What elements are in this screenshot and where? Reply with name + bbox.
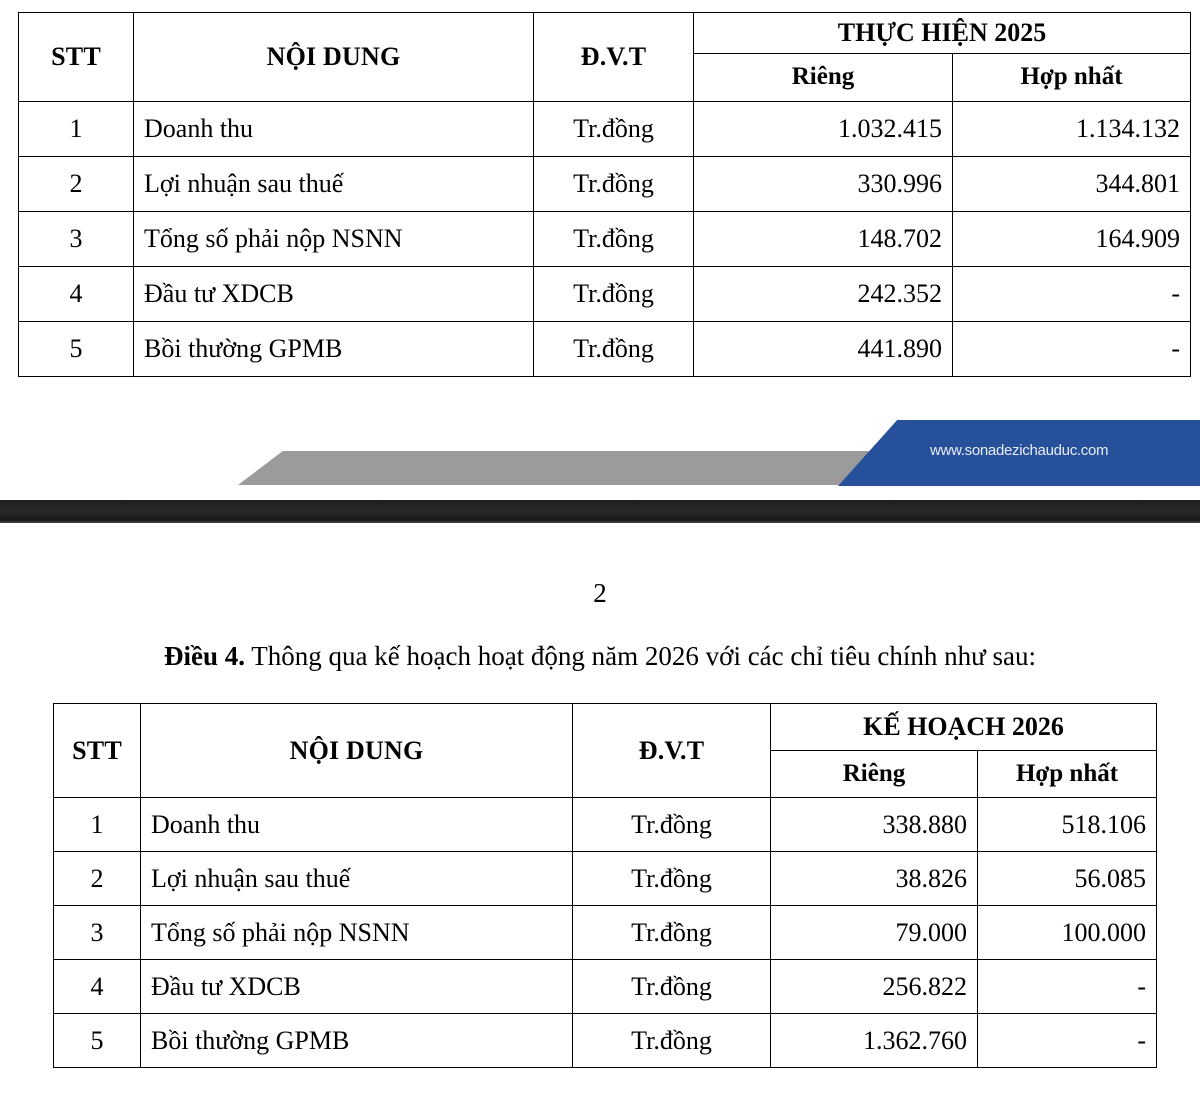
cell-rieng: 79.000 <box>771 906 978 960</box>
cell-noi-dung: Đầu tư XDCB <box>141 960 573 1014</box>
header-cell-group <box>771 704 1157 751</box>
header-cell-hop-nhat <box>953 54 1191 102</box>
cell-hop-nhat: 344.801 <box>953 157 1191 212</box>
table-row <box>54 906 1157 960</box>
cell-stt: 5 <box>54 1014 141 1068</box>
cell-dvt: Tr.đồng <box>534 267 694 322</box>
table-row <box>19 157 1191 212</box>
cell-rieng: 38.826 <box>771 852 978 906</box>
header-label-group: KẾ HOẠCH 2026 <box>863 712 1064 742</box>
header-label-stt: STT <box>51 42 101 72</box>
cell-stt: 4 <box>54 960 141 1014</box>
cell-noi-dung: Lợi nhuận sau thuế <box>141 852 573 906</box>
table-row <box>19 102 1191 157</box>
cell-rieng: 1.032.415 <box>694 102 953 157</box>
header-label-hop-nhat: Hợp nhất <box>1015 759 1119 787</box>
table-row <box>54 960 1157 1014</box>
table-row <box>19 322 1191 377</box>
header-label-group: THỰC HIỆN 2025 <box>837 18 1047 48</box>
cell-hop-nhat: 164.909 <box>953 212 1191 267</box>
header-cell-group <box>694 13 1191 54</box>
banner-gray-shape <box>238 451 878 485</box>
cell-rieng: 242.352 <box>694 267 953 322</box>
cell-stt: 4 <box>19 267 134 322</box>
cell-hop-nhat: 1.134.132 <box>953 102 1191 157</box>
header-label-rieng: Riêng <box>791 63 855 91</box>
cell-hop-nhat: - <box>953 322 1191 377</box>
cell-stt: 5 <box>19 322 134 377</box>
cell-dvt: Tr.đồng <box>573 960 771 1014</box>
cell-noi-dung: Doanh thu <box>141 798 573 852</box>
cell-dvt: Tr.đồng <box>573 1014 771 1068</box>
cell-dvt: Tr.đồng <box>534 322 694 377</box>
cell-rieng: 148.702 <box>694 212 953 267</box>
table-row <box>19 212 1191 267</box>
cell-rieng: 1.362.760 <box>771 1014 978 1068</box>
cell-rieng: 441.890 <box>694 322 953 377</box>
cell-noi-dung: Bồi thường GPMB <box>141 1014 573 1068</box>
header-label-stt: STT <box>72 735 122 765</box>
article-heading-rest: Thông qua kế hoạch hoạt động năm 2026 với các chỉ tiêu chính như sau: <box>245 641 1036 671</box>
header-cell-noi-dung <box>141 704 573 798</box>
cell-noi-dung: Lợi nhuận sau thuế <box>134 157 534 212</box>
cell-dvt: Tr.đồng <box>534 212 694 267</box>
table-thuc-hien-2025 <box>18 12 1191 377</box>
header-cell-dvt <box>534 13 694 102</box>
header-cell-noi-dung <box>134 13 534 102</box>
cell-stt: 3 <box>19 212 134 267</box>
table-header-row-top <box>54 704 1157 751</box>
table-row <box>54 798 1157 852</box>
cell-hop-nhat: 56.085 <box>978 852 1157 906</box>
header-label-dvt: Đ.V.T <box>580 42 647 72</box>
header-cell-rieng <box>771 751 978 798</box>
table-ke-hoach-2026 <box>53 703 1157 1068</box>
document-page-two <box>0 523 1200 1102</box>
cell-stt: 1 <box>54 798 141 852</box>
header-label-noi-dung: NỘI DUNG <box>266 42 401 72</box>
cell-rieng: 330.996 <box>694 157 953 212</box>
cell-hop-nhat: 100.000 <box>978 906 1157 960</box>
cell-stt: 2 <box>19 157 134 212</box>
header-cell-dvt <box>573 704 771 798</box>
page-separator-band <box>0 500 1200 523</box>
header-label-dvt: Đ.V.T <box>638 735 705 765</box>
cell-stt: 3 <box>54 906 141 960</box>
header-label-rieng: Riêng <box>842 759 906 787</box>
cell-hop-nhat: 518.106 <box>978 798 1157 852</box>
table-header-row-top <box>19 13 1191 54</box>
cell-noi-dung: Doanh thu <box>134 102 534 157</box>
page-number: 2 <box>593 578 607 608</box>
cell-stt: 1 <box>19 102 134 157</box>
table-row <box>54 852 1157 906</box>
cell-hop-nhat: - <box>978 960 1157 1014</box>
table-row <box>19 267 1191 322</box>
cell-noi-dung: Tổng số phải nộp NSNN <box>134 212 534 267</box>
table-row <box>54 1014 1157 1068</box>
cell-hop-nhat: - <box>978 1014 1157 1068</box>
header-label-hop-nhat: Hợp nhất <box>1020 63 1123 91</box>
cell-stt: 2 <box>54 852 141 906</box>
cell-hop-nhat: - <box>953 267 1191 322</box>
cell-dvt: Tr.đồng <box>573 798 771 852</box>
page-footer-banner <box>0 420 1200 500</box>
header-cell-hop-nhat <box>978 751 1157 798</box>
header-cell-rieng <box>694 54 953 102</box>
cell-rieng: 338.880 <box>771 798 978 852</box>
header-cell-stt <box>19 13 134 102</box>
cell-dvt: Tr.đồng <box>573 906 771 960</box>
cell-rieng: 256.822 <box>771 960 978 1014</box>
article-heading <box>0 641 1200 672</box>
cell-noi-dung: Đầu tư XDCB <box>134 267 534 322</box>
document-page-one <box>0 0 1200 500</box>
header-cell-stt <box>54 704 141 798</box>
article-heading-lead: Điều 4. <box>164 641 245 671</box>
cell-dvt: Tr.đồng <box>534 157 694 212</box>
cell-noi-dung: Tổng số phải nộp NSNN <box>141 906 573 960</box>
header-label-noi-dung: NỘI DUNG <box>289 735 424 765</box>
footer-website-url: www.sonadezichauduc.com <box>930 442 1109 459</box>
cell-dvt: Tr.đồng <box>573 852 771 906</box>
cell-noi-dung: Bồi thường GPMB <box>134 322 534 377</box>
cell-dvt: Tr.đồng <box>534 102 694 157</box>
